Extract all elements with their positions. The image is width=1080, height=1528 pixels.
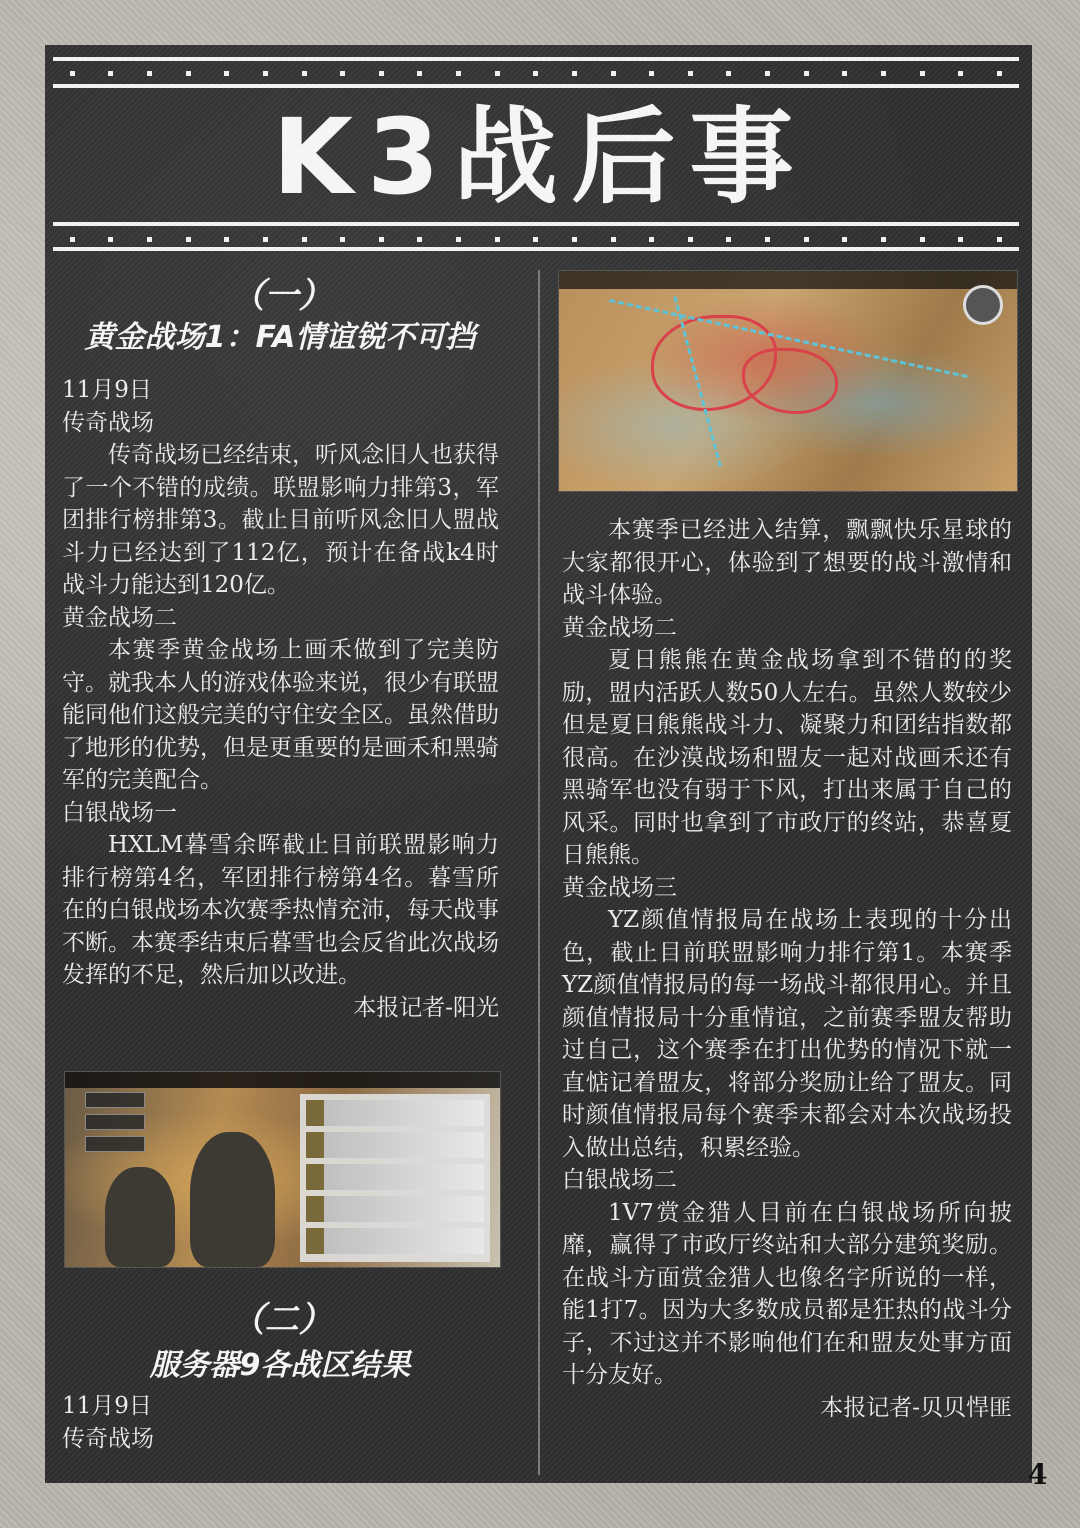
subheading-line: 黄金战场二: [62, 604, 177, 631]
article-paragraph: 夏日熊熊在黄金战场拿到不错的的奖励，盟内活跃人数50人左右。虽然人数较少但是夏日熊熊战斗力、凝聚力和团结指数都很高。在沙漠战场和盟友一起对战画禾还有黑骑军也没有弱于下风，打出来属于自己的风采。同时也拿到了市政厅的终站，恭喜夏日熊熊。: [562, 647, 1012, 868]
page-title: K3战后事: [272, 96, 808, 218]
bottom-dot-row: [53, 232, 1019, 246]
section2-title: 服务器9各战区结果: [149, 1348, 411, 1383]
section2-body: [62, 1390, 499, 1455]
section1-body: [62, 374, 499, 1024]
subheading-line: 黄金战场二: [562, 614, 677, 641]
article-paragraph: 1V7赏金猎人目前在白银战场所向披靡，赢得了市政厅终站和大部分建筑奖励。在战斗方面赏金猎人也像名字所说的一样，能1打7。因为大多数成员都是狂热的战斗分子，不过这并不影响他们在和盟友处事方面十分友好。: [562, 1199, 1012, 1388]
top-rule-1: [53, 57, 1019, 61]
soldier-figure: [190, 1132, 275, 1267]
soldier-figure-2: [105, 1167, 175, 1267]
column-divider: [538, 270, 540, 1475]
section2-number: （二）: [230, 1300, 333, 1340]
section1-title: 黄金战场1：FA情谊锐不可挡: [84, 320, 476, 355]
battlefield-map-screenshot: [558, 270, 1018, 492]
subheading-line: 11月9日: [62, 1393, 152, 1419]
section1-number: （一）: [230, 276, 333, 316]
subheading-line: 传奇战场: [62, 409, 154, 436]
game-side-menu: [85, 1092, 145, 1158]
reporter-byline: 本报记者-贝贝悍匪: [820, 1394, 1012, 1421]
article-paragraph: YZ颜值情报局在战场上表现的十分出色，截止目前联盟影响力排行第1。本赛季YZ颜值情报局的每一场战斗都很用心。并且颜值情报局十分重情谊，之前赛季盟友帮助过自己，这个赛季在打出优势的情况下就一直惦记着盟友，将部分奖励让给了盟友。同时颜值情报局每个赛季末都会对本次战场投入做出总结，积累经验。: [562, 907, 1012, 1161]
compass-icon: [963, 285, 1003, 325]
top-dot-row: [53, 66, 1019, 80]
map-territory-zone-2: [742, 348, 838, 414]
subheading-line: 11月9日: [62, 377, 152, 403]
article-paragraph: HXLM暮雪余晖截止目前联盟影响力排行榜第4名，军团排行榜第4名。暮雪所在的白银战场本次赛季热情充沛，每天战事不断。本赛季结束后暮雪也会反省此次战场发挥的不足，然后加以改进。: [62, 832, 499, 988]
subheading-line: 白银战场二: [562, 1167, 677, 1193]
bottom-rule-1: [53, 222, 1019, 226]
subheading-line: 白银战场一: [62, 799, 177, 826]
article-paragraph: 传奇战场已经结束，听风念旧人也获得了一个不错的成绩。联盟影响力排第3，军团排行榜排第3。截止目前听风念旧人盟战斗力已经达到了112亿，预计在备战k4时战斗力能达到120亿。: [62, 442, 499, 598]
top-rule-2: [53, 84, 1019, 88]
article-paragraph: 本赛季已经进入结算，飘飘快乐星球的大家都很开心，体验到了想要的战斗激情和战斗体验。: [562, 517, 1012, 608]
bottom-rule-2: [53, 247, 1019, 251]
map-topbar: [559, 271, 1017, 289]
alliance-ranking-screenshot: [64, 1071, 501, 1268]
subheading-line: 传奇战场: [62, 1425, 154, 1452]
article-paragraph: 本赛季黄金战场上画禾做到了完美防守。就我本人的游戏体验来说，很少有联盟能同他们这般完美的守住安全区。虽然借助了地形的优势，但是更重要的是画禾和黑骑军的完美配合。: [62, 637, 499, 793]
ranking-panel: [300, 1094, 490, 1262]
subheading-line: 黄金战场三: [562, 874, 677, 901]
reporter-byline: 本报记者-阳光: [353, 994, 499, 1021]
right-column-body: [562, 514, 1012, 1424]
game-topbar: [65, 1072, 500, 1088]
page-number: 4: [1028, 1458, 1048, 1491]
